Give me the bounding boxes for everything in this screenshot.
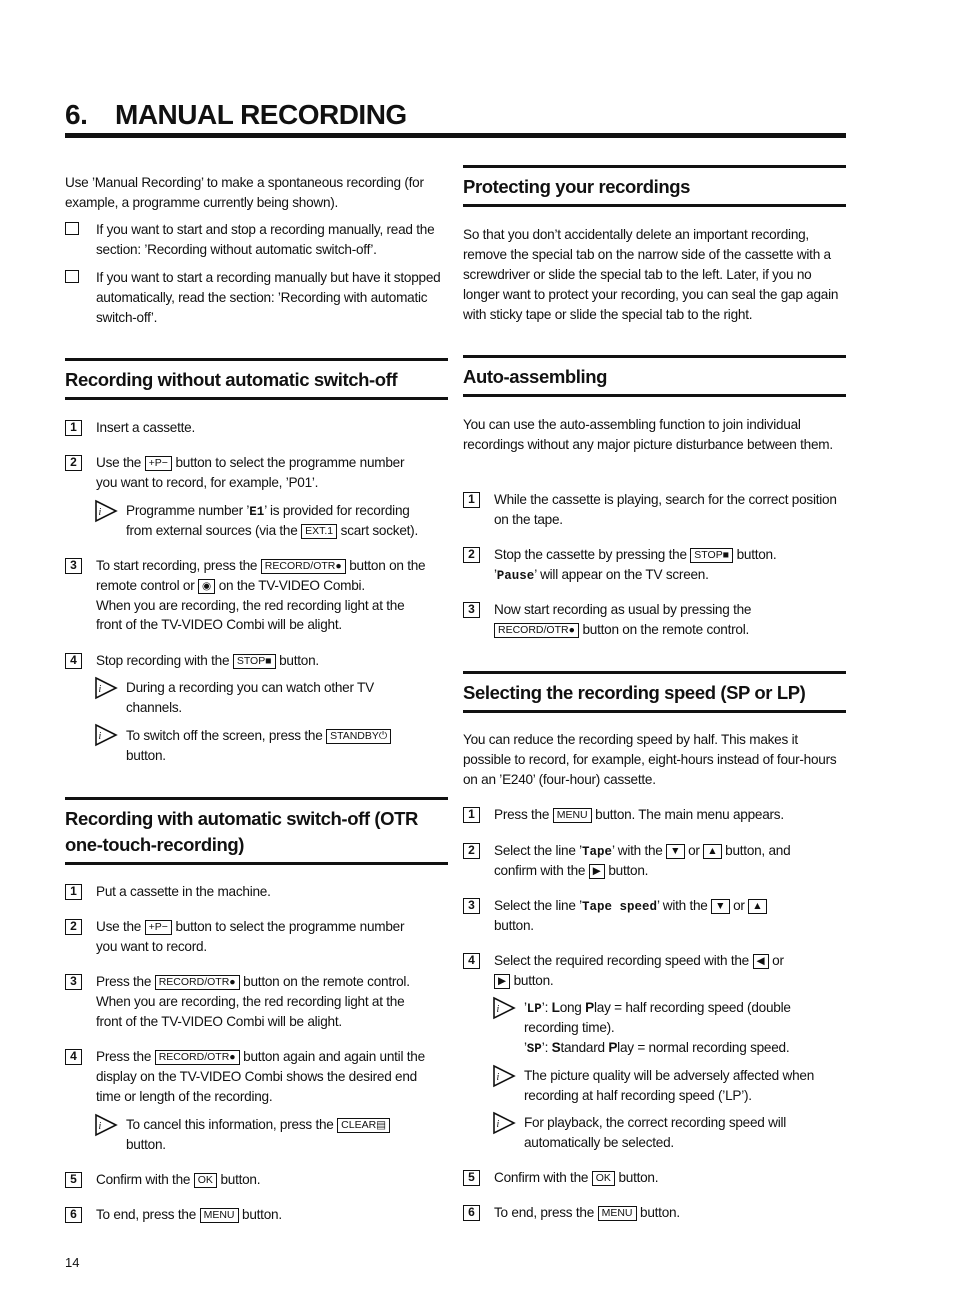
quote-mark: ’ bbox=[524, 1040, 527, 1055]
step-number: 3 bbox=[65, 974, 82, 990]
programme-key: +P− bbox=[145, 456, 172, 471]
otr-step-4-note bbox=[126, 1115, 456, 1135]
step-text: or bbox=[772, 953, 784, 968]
section-heading-auto: Auto-assembling bbox=[463, 355, 846, 397]
step-number: 2 bbox=[65, 455, 82, 471]
record-key: RECORD/OTR● bbox=[155, 1050, 240, 1065]
menu-key: MENU bbox=[200, 1208, 239, 1223]
step-text: button. bbox=[513, 973, 554, 988]
step-text: button. bbox=[279, 653, 319, 668]
otr-step-3-line3: front of the TV-VIDEO Combi will be alight. bbox=[96, 1014, 342, 1029]
otr-step-5 bbox=[96, 1170, 448, 1190]
step-text: Confirm with the bbox=[494, 1170, 589, 1185]
manual-step-4-note2 bbox=[126, 726, 456, 746]
ext1-key: EXT.1 bbox=[301, 524, 337, 539]
step-text: Use the bbox=[96, 919, 142, 934]
step-text: button. bbox=[640, 1205, 680, 1220]
clear-key: CLEAR▤ bbox=[337, 1118, 390, 1133]
screen-code: Tape bbox=[581, 845, 612, 859]
info-icon bbox=[94, 723, 118, 747]
step-number: 4 bbox=[463, 953, 480, 969]
svg-text:i: i bbox=[98, 507, 102, 518]
chapter-number: 6. bbox=[65, 99, 88, 130]
ok-key: OK bbox=[194, 1173, 217, 1188]
standby-key: STANDBY⏻ bbox=[326, 729, 391, 744]
manual-step-2 bbox=[96, 453, 456, 473]
otr-step-4 bbox=[96, 1047, 456, 1067]
manual-step-2-note bbox=[126, 501, 456, 522]
manual-step-3-line3: When you are recording, the red recording light at the bbox=[96, 598, 405, 613]
speed-lp-note bbox=[524, 998, 846, 1019]
ok-key: OK bbox=[592, 1171, 615, 1186]
note-text: ong bbox=[559, 1000, 586, 1015]
speed-sp-note bbox=[524, 1038, 846, 1059]
bold-letter: P bbox=[585, 1000, 594, 1015]
programme-key: +P− bbox=[145, 920, 172, 935]
svg-text:i: i bbox=[98, 731, 102, 742]
step-number: 3 bbox=[463, 602, 480, 618]
step-text: To end, press the bbox=[96, 1207, 197, 1222]
step-number: 1 bbox=[463, 492, 480, 508]
step-number: 2 bbox=[65, 919, 82, 935]
note-text: lay = normal recording speed. bbox=[617, 1040, 790, 1055]
bold-letter: S bbox=[551, 1040, 561, 1055]
step-number: 3 bbox=[463, 898, 480, 914]
speed-step-4-line2 bbox=[494, 971, 846, 991]
info-icon bbox=[94, 499, 118, 523]
step-text: Select the required recording speed with the bbox=[494, 953, 749, 968]
stop-key: STOP■ bbox=[690, 548, 733, 563]
record-key: RECORD/OTR● bbox=[261, 559, 346, 574]
step-text: on the TV-VIDEO Combi. bbox=[218, 578, 365, 593]
speed-step-3 bbox=[494, 896, 854, 917]
info-icon bbox=[94, 1113, 118, 1137]
auto-step-3-line2 bbox=[494, 620, 846, 640]
step-text: ’ will appear on the TV screen. bbox=[534, 567, 709, 582]
intro-bullet-1: If you want to start and stop a recording manually, read the section: ’Recording without automatic switch-off’. bbox=[96, 222, 435, 257]
otr-step-4-line2: display on the TV-VIDEO Combi shows the desired end bbox=[96, 1069, 417, 1084]
speed-text: You can reduce the recording speed by half. This makes it possible to record, for example, eight-hours instead of four-hours on an ’E240’ (four-hour) cassette. bbox=[463, 732, 837, 787]
right-key: ▶ bbox=[494, 974, 510, 989]
speed-step-6 bbox=[494, 1203, 846, 1223]
step-text: button on the bbox=[349, 558, 426, 573]
manual-step-4-note1: During a recording you can watch other TV channels. bbox=[126, 680, 374, 715]
step-text: button again and again until the bbox=[243, 1049, 425, 1064]
protect-text: So that you don’t accidentally delete an important recording, remove the special tab on the narrow side of the cassette with a screwdriver or slide the special tab to the left. Later, if you no longer want to protect your recording, you can seal the gap again with sticky tape or slide the special tab to the right. bbox=[463, 227, 839, 322]
note-text: Programme number ’ bbox=[126, 503, 250, 518]
up-key: ▲ bbox=[748, 899, 766, 914]
step-text: or bbox=[688, 843, 700, 858]
screen-code: SP bbox=[526, 1042, 542, 1056]
speed-lp-note-line2: recording time). bbox=[524, 1020, 615, 1035]
left-key: ◀ bbox=[753, 954, 769, 969]
step-number: 6 bbox=[463, 1205, 480, 1221]
checkbox-icon bbox=[65, 222, 79, 235]
step-number: 1 bbox=[65, 884, 82, 900]
info-icon bbox=[492, 1111, 516, 1135]
section-heading-protect: Protecting your recordings bbox=[463, 165, 846, 207]
otr-step-3-line2: When you are recording, the red recording light at the bbox=[96, 994, 405, 1009]
quote-mark: ’ bbox=[524, 1000, 527, 1015]
section-heading-speed: Selecting the recording speed (SP or LP) bbox=[463, 671, 846, 713]
step-text: ’ bbox=[494, 567, 497, 582]
otr-step-6 bbox=[96, 1205, 448, 1225]
manual-step-3-line4: front of the TV-VIDEO Combi will be alight. bbox=[96, 617, 342, 632]
auto-step-2 bbox=[494, 545, 846, 565]
manual-step-4-note2-line2: button. bbox=[126, 748, 166, 763]
screen-code: Pause bbox=[496, 569, 535, 583]
info-icon bbox=[492, 1064, 516, 1088]
note-text: scart socket). bbox=[340, 523, 418, 538]
up-key: ▲ bbox=[703, 844, 721, 859]
manual-step-2-note-line2 bbox=[126, 521, 456, 541]
svg-text:i: i bbox=[496, 1119, 500, 1130]
step-number: 2 bbox=[463, 843, 480, 859]
step-text: Select the line ’ bbox=[494, 843, 582, 858]
otr-step-4-note-line2: button. bbox=[126, 1137, 166, 1152]
step-text: button. bbox=[608, 863, 649, 878]
step-number: 5 bbox=[463, 1170, 480, 1186]
info-icon bbox=[492, 996, 516, 1020]
section-heading-manual: Recording without automatic switch-off bbox=[65, 358, 448, 400]
info-icon bbox=[94, 676, 118, 700]
chapter-title bbox=[65, 98, 846, 138]
screen-code: LP bbox=[526, 1002, 542, 1016]
speed-step-5 bbox=[494, 1168, 846, 1188]
record-deck-key: ◉ bbox=[198, 579, 215, 594]
down-key: ▼ bbox=[711, 899, 729, 914]
step-text: button. bbox=[220, 1172, 261, 1187]
otr-step-1: Put a cassette in the machine. bbox=[96, 884, 271, 899]
svg-text:i: i bbox=[98, 1121, 102, 1132]
step-text: remote control or bbox=[96, 578, 195, 593]
bold-letter: P bbox=[608, 1040, 618, 1055]
auto-step-2-line2 bbox=[494, 565, 846, 586]
step-text: To end, press the bbox=[494, 1205, 595, 1220]
step-text: button to select the programme number bbox=[175, 919, 405, 934]
quote-mark: ’: bbox=[541, 1000, 552, 1015]
step-text: Confirm with the bbox=[96, 1172, 191, 1187]
otr-step-2 bbox=[96, 917, 456, 937]
checkbox-icon bbox=[65, 270, 79, 283]
step-text: ’ with the bbox=[656, 898, 708, 913]
step-number: 2 bbox=[463, 547, 480, 563]
step-text: or bbox=[733, 898, 745, 913]
otr-step-2-line2: you want to record. bbox=[96, 939, 207, 954]
step-text: button to select the programme number bbox=[175, 455, 405, 470]
step-text: Use the bbox=[96, 455, 142, 470]
note-text: from external sources (via the bbox=[126, 523, 298, 538]
screen-code: E1 bbox=[249, 505, 265, 519]
step-text: button. bbox=[736, 547, 777, 562]
quote-mark: ’: bbox=[541, 1040, 552, 1055]
record-key: RECORD/OTR● bbox=[155, 975, 240, 990]
bold-letter: L bbox=[551, 1000, 560, 1015]
note-text: lay = half recording speed (double bbox=[593, 1000, 791, 1015]
menu-key: MENU bbox=[598, 1206, 637, 1221]
section-heading-otr: Recording with automatic switch-off (OTR one-touch-recording) bbox=[65, 797, 448, 865]
auto-text: You can use the auto-assembling function to join individual recordings without any major picture disturbance between them. bbox=[463, 417, 833, 452]
step-text: ’ with the bbox=[611, 843, 663, 858]
manual-step-4 bbox=[96, 651, 456, 671]
step-text: confirm with the bbox=[494, 863, 586, 878]
step-number: 4 bbox=[65, 653, 82, 669]
auto-step-1: While the cassette is playing, search for the correct position on the tape. bbox=[494, 492, 837, 527]
step-text: Press the bbox=[96, 1049, 152, 1064]
speed-step-1 bbox=[494, 805, 846, 825]
speed-step-4 bbox=[494, 951, 854, 971]
step-text: To start recording, press the bbox=[96, 558, 258, 573]
step-text: Press the bbox=[494, 807, 550, 822]
menu-key: MENU bbox=[553, 808, 592, 823]
note-text: tandard bbox=[560, 1040, 609, 1055]
intro-text: Use ’Manual Recording’ to make a spontaneous recording (for example, a programme currently being shown). bbox=[65, 175, 424, 210]
speed-step-2-line2 bbox=[494, 861, 846, 881]
step-number: 5 bbox=[65, 1172, 82, 1188]
step-text: Select the line ’ bbox=[494, 898, 582, 913]
page-number: 14 bbox=[65, 1255, 80, 1270]
speed-quality-note: The picture quality will be adversely affected when recording at half recording speed (’LP’). bbox=[524, 1068, 815, 1103]
note-text: To cancel this information, press the bbox=[126, 1117, 334, 1132]
step-text: button. bbox=[618, 1170, 659, 1185]
otr-step-4-line3: time or length of the recording. bbox=[96, 1089, 273, 1104]
step-number: 3 bbox=[65, 558, 82, 574]
manual-step-2-line2: you want to record, for example, ’P01’. bbox=[96, 475, 319, 490]
step-text: button on the remote control. bbox=[582, 622, 750, 637]
svg-text:i: i bbox=[496, 1004, 500, 1015]
step-text: button. bbox=[242, 1207, 282, 1222]
step-text: Stop recording with the bbox=[96, 653, 230, 668]
chapter-title-text: MANUAL RECORDING bbox=[115, 99, 407, 130]
manual-step-3 bbox=[96, 556, 456, 576]
step-text: Press the bbox=[96, 974, 152, 989]
step-number: 1 bbox=[65, 420, 82, 436]
step-text: button. The main menu appears. bbox=[595, 807, 784, 822]
note-text: To switch off the screen, press the bbox=[126, 728, 323, 743]
right-key: ▶ bbox=[589, 864, 605, 879]
down-key: ▼ bbox=[666, 844, 684, 859]
speed-step-2 bbox=[494, 841, 854, 862]
auto-step-3: Now start recording as usual by pressing the bbox=[494, 602, 752, 617]
step-text: button, and bbox=[725, 843, 791, 858]
stop-key: STOP■ bbox=[233, 654, 276, 669]
note-text: ’ is provided for recording bbox=[264, 503, 410, 518]
speed-playback-note: For playback, the correct recording speed will automatically be selected. bbox=[524, 1115, 787, 1150]
step-text: button on the remote control. bbox=[243, 974, 410, 989]
svg-text:i: i bbox=[496, 1072, 500, 1083]
otr-step-3 bbox=[96, 972, 456, 992]
manual-step-1: Insert a cassette. bbox=[96, 420, 196, 435]
step-text: Stop the cassette by pressing the bbox=[494, 547, 687, 562]
intro-bullet-2: If you want to start a recording manually but have it stopped automatically, read the section: ’Recording with automatic switch-off’. bbox=[96, 270, 441, 325]
speed-step-3-line2: button. bbox=[494, 918, 534, 933]
svg-text:i: i bbox=[98, 684, 102, 695]
step-number: 1 bbox=[463, 807, 480, 823]
step-number: 4 bbox=[65, 1049, 82, 1065]
screen-code: Tape speed bbox=[581, 900, 657, 914]
record-key: RECORD/OTR● bbox=[494, 623, 579, 638]
step-number: 6 bbox=[65, 1207, 82, 1223]
manual-step-3-line2 bbox=[96, 576, 456, 596]
